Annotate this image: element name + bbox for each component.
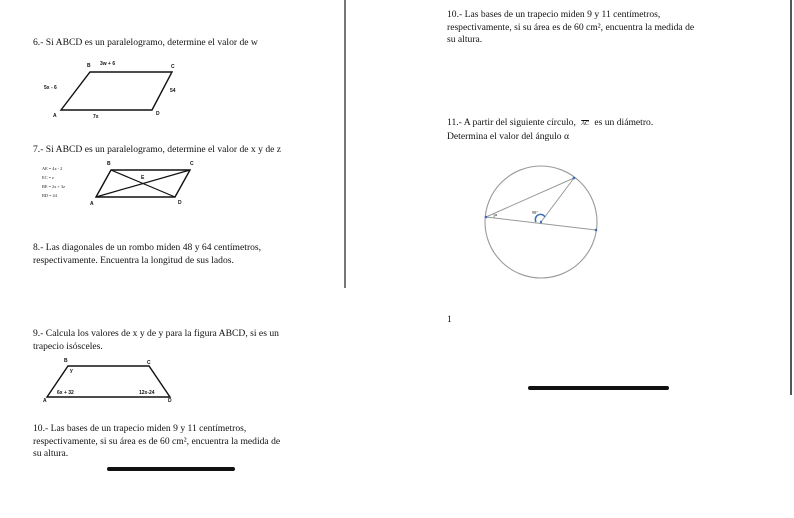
given-2: EC = z (42, 175, 54, 180)
q11-segment: $\overline{AC}$ (581, 121, 589, 127)
alpha-label: α (495, 212, 498, 217)
given-1: AE = 4x - 2 (42, 166, 63, 171)
vertex-c: C (190, 161, 194, 167)
vertex-d: D (168, 398, 172, 404)
page-number: 1 (447, 314, 452, 325)
label-y: y (70, 368, 73, 374)
given-4: BD = 44 (42, 193, 57, 198)
vertex-d: D (178, 200, 182, 206)
q11-line2: Determina el valor del ángulo α (447, 130, 569, 142)
vertex-c: C (171, 64, 175, 70)
vertex-a: A (53, 113, 57, 119)
label-right: 54 (170, 88, 176, 94)
q10-left-line1: 10.- Las bases de un trapecio miden 9 y 11 centímetros, (33, 423, 247, 434)
q6-text: 6.- Si ABCD es un paralelogramo, determine el valor de w (33, 37, 258, 48)
q11-line1-b: es un diámetro. (594, 117, 654, 128)
radius (541, 178, 574, 222)
q8-line2: respectivamente. Encuentra la longitud de sus lados. (33, 254, 234, 266)
label-left: 5x - 6 (44, 85, 57, 91)
label-bottom: 7x (93, 114, 99, 120)
vertex-b: B (107, 161, 111, 167)
point-a (485, 216, 488, 219)
label-top: 3w + 6 (100, 61, 116, 67)
q10-left-line2: respectivamente, si su área es de 60 cm², encuentra la medida de (33, 435, 281, 447)
q8-line1: 8.- Las diagonales de un rombo miden 48 y 64 centímetros, (33, 242, 262, 253)
point-c (595, 229, 598, 232)
vertex-d: D (156, 111, 160, 117)
q9-line1: 9.- Calcula los valores de x y de y para la figura ABCD, si es un (33, 328, 279, 339)
vertex-b: B (87, 63, 91, 69)
vertex-a: A (43, 398, 47, 404)
q10-right-line3: su altura. (447, 34, 483, 45)
point-b (573, 177, 576, 180)
q11-line1-a: 11.- A partir del siguiente círculo, (447, 117, 576, 128)
given-3: BE = 2x + 3z (42, 184, 65, 189)
q9-line2: trapecio isósceles. (33, 340, 103, 352)
q7-text: 7.- Si ABCD es un paralelogramo, determine el valor de x y de z (33, 144, 282, 155)
chord-1 (486, 178, 574, 217)
diameter (486, 217, 596, 230)
point-e: E (141, 175, 145, 181)
label-right-angle: 12x-24 (139, 390, 155, 396)
label-left-angle: 6x + 32 (57, 390, 74, 396)
vertex-a: A (90, 201, 94, 207)
center-point (540, 221, 542, 223)
vertex-b: B (64, 358, 68, 364)
q10-left-line3: su altura. (33, 448, 69, 459)
q10-right-line2: respectivamente, si su área es de 60 cm², encuentra la medida de (447, 21, 695, 33)
angle-label: 98° (532, 210, 539, 215)
q10-right-line1: 10.- Las bases de un trapecio miden 9 y 11 centímetros, (447, 9, 661, 20)
vertex-c: C (147, 360, 151, 366)
home-indicator-right (528, 386, 669, 390)
